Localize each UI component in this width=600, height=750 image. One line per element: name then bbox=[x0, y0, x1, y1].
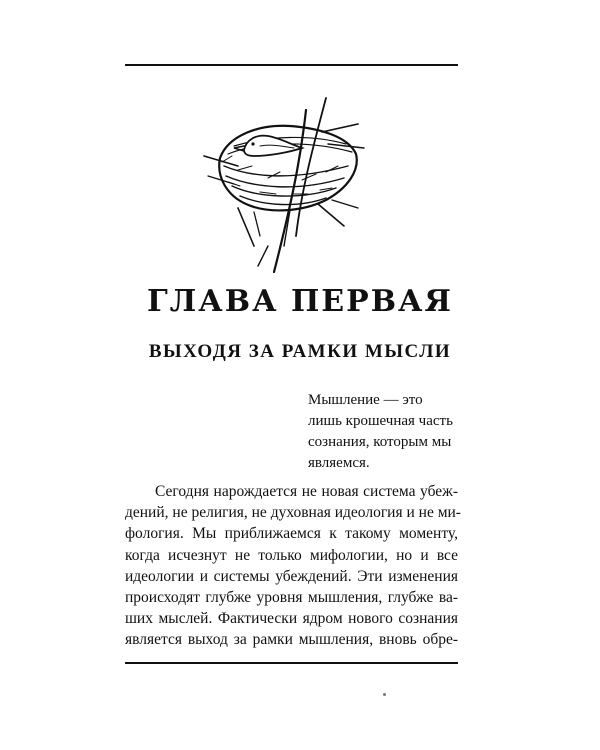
top-rule bbox=[125, 64, 458, 66]
page-speck bbox=[383, 693, 386, 696]
body-line: дений, не религия, не духовная идеология и не ми- bbox=[125, 504, 461, 522]
bottom-rule bbox=[125, 662, 458, 664]
epigraph-line: сознания, которым мы bbox=[308, 434, 452, 450]
chapter-subtitle: ВЫХОДЯ ЗА РАМКИ МЫСЛИ bbox=[148, 341, 452, 362]
body-line: является выход за рамки мышления, вновь обре- bbox=[125, 631, 458, 649]
body-line: ших мыслей. Фактически ядром нового сознания bbox=[125, 610, 458, 628]
body-line: Сегодня нарождается не новая система убеж- bbox=[155, 483, 458, 500]
body-line: когда исчезнут не только мифологии, но и все bbox=[125, 546, 458, 564]
epigraph-line: лишь крошечная часть bbox=[308, 413, 453, 429]
epigraph-line: являемся. bbox=[308, 455, 370, 471]
body-line: происходят глубже уровня мышления, глубже ва- bbox=[125, 589, 458, 607]
body-line: фология. Мы приближаемся к такому моменту, bbox=[125, 525, 458, 543]
body-line: идеологии и системы убеждений. Эти изменения bbox=[125, 567, 458, 585]
bird-nest-icon bbox=[198, 96, 368, 276]
body-paragraph bbox=[125, 481, 461, 651]
epigraph bbox=[308, 390, 478, 474]
epigraph-line: Мышление — это bbox=[308, 392, 423, 408]
chapter-title: ГЛАВА ПЕРВАЯ bbox=[147, 284, 453, 319]
